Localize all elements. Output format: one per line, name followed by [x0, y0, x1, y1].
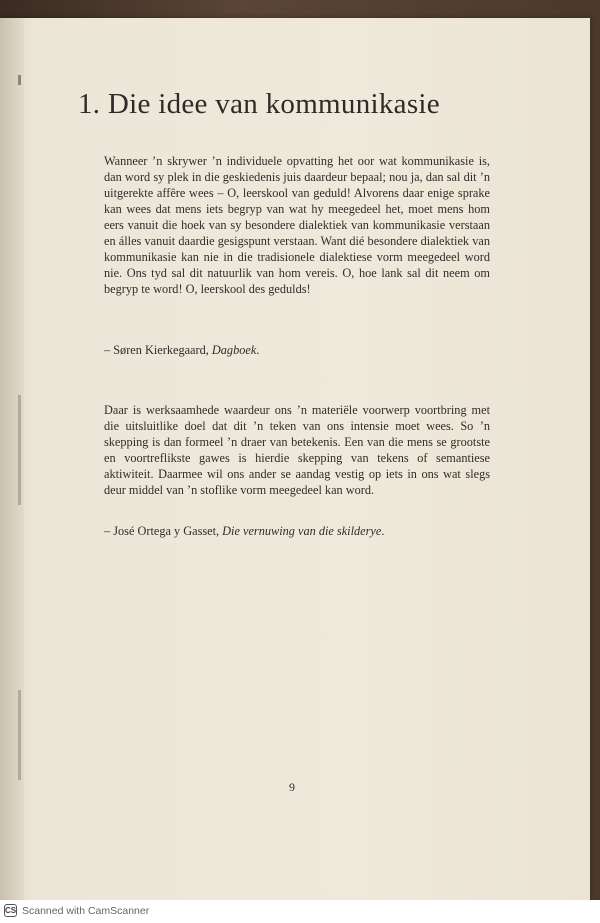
spine-stitch — [18, 75, 21, 85]
attribution-end: . — [381, 524, 385, 538]
epigraph-ortega: Daar is werksaamhede waardeur ons ’n materiële voorwerp voortbring met die uitsluitlike doel dat dit ’n teken van ons intensie moet wees. So ’n skepping is dan formeel ’n draer van betekenis. Een van die mens se grootste en voortreflikste gawes is hierdie skepping van tekens of semantiese aktiwiteit. Daarmee wil ons ander se aandag vestig op iets in ons wat slegs deur middel van ’n stoflike vorm meegedeel kan word. — [104, 403, 490, 497]
attribution-kierkegaard — [104, 343, 504, 358]
attribution-work: Die vernuwing van die skilderye — [222, 524, 382, 538]
scanner-watermark-bar — [0, 900, 600, 923]
page-number: 9 — [289, 780, 295, 794]
chapter-title: 1. Die idee van kommunikasie — [78, 88, 440, 120]
attribution-author: – Søren Kierkegaard, — [104, 343, 212, 357]
camscanner-logo-icon: CS — [4, 906, 17, 915]
spine-stitch — [18, 395, 21, 505]
spine-stitch — [18, 690, 21, 780]
scanner-label: Scanned with CamScanner — [22, 905, 150, 917]
epigraph-kierkegaard: Wanneer ’n skrywer ’n individuele opvatting het oor wat kommunikasie is, dan word sy plek in die geskiedenis juis daardeur bepaal; nou ja, dan sal dit ’n uitgerekte affêre wees – O, leerskool van geduld! Alvorens daar enige sprake kan wees dat mens iets begryp van wat hy meegedeel het, moet mens hom eers vanuit die hoek van sy besondere dialektiek van kommunikasie verstaan en álles vanuit daardie gesigspunt verstaan. Want dié besondere dialektiek van kommunikasie kan nie in die tradisionele dialektiese vorm meegedeel word nie. Ons tyd sal dit natuurlik van hom vereis. O, hoe lank sal dit neem om begryp te word! O, leerskool des gedulds! — [104, 154, 490, 296]
attribution-end: . — [256, 343, 260, 357]
attribution-author: – José Ortega y Gasset, — [104, 524, 223, 538]
attribution-ortega — [104, 524, 504, 539]
attribution-work: Dagboek — [211, 343, 257, 357]
